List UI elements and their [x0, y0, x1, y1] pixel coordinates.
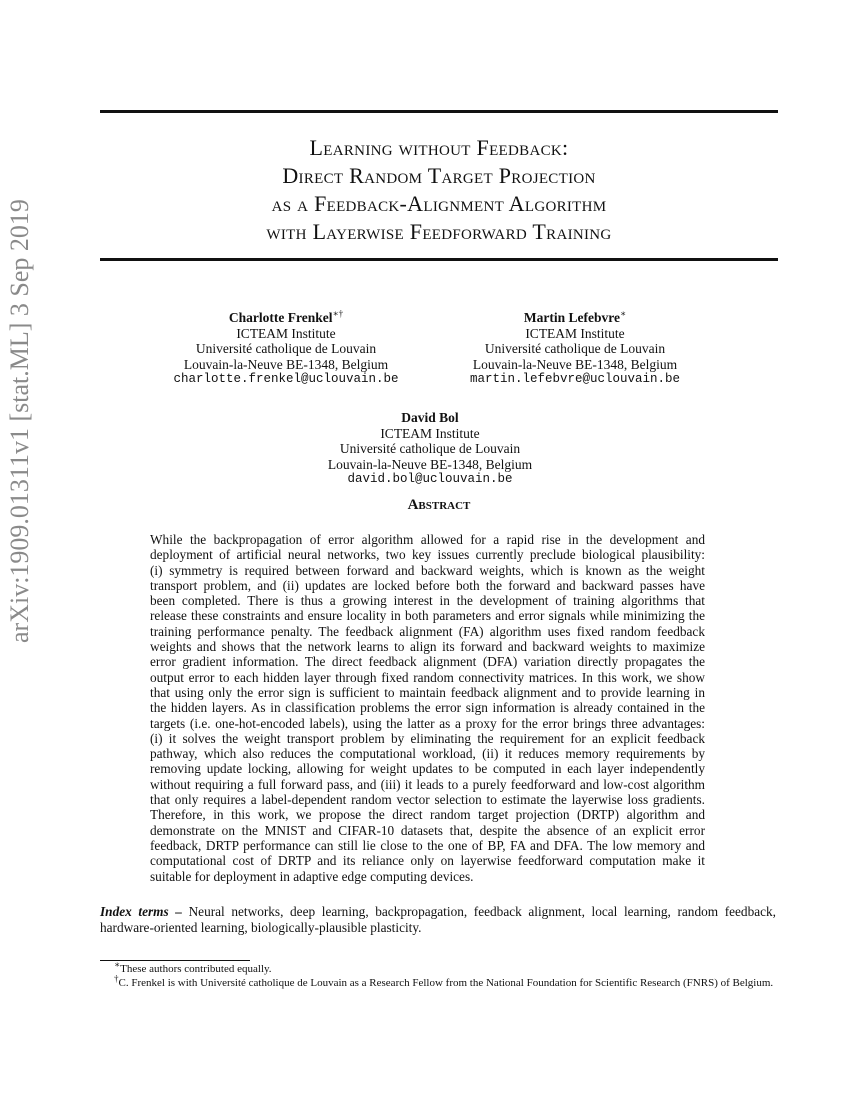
abstract-line: release these constraints and ensure locality in both parameters and error signals while minimizing the	[150, 608, 705, 624]
abstract-line: that using only the error sign is sufficient to maintain feedback alignment and to provide learning in	[150, 684, 705, 700]
author-marks: ∗†	[332, 308, 344, 319]
abstract-heading: Abstract	[407, 497, 471, 513]
author-name: David Bol	[401, 410, 459, 425]
footnote-text: C. Frenkel is with Université catholique de Louvain as a Research Fellow from the National Foundation for Scientific Research (FNRS) of Belgium.	[118, 977, 774, 989]
author-name: Charlotte Frenkel	[228, 310, 333, 325]
title-bottom-rule	[100, 258, 778, 261]
author-address: Louvain-la-Neuve BE-1348, Belgium	[183, 356, 389, 372]
abstract-line: demonstrate on the MNIST and CIFAR-10 datasets that, despite the absence of an explicit error	[150, 822, 705, 838]
author-institute: ICTEAM Institute	[525, 325, 625, 341]
index-terms	[100, 904, 776, 936]
abstract-line: pathway, which also reduces the computational workload, (ii) it reduces memory requirements by	[150, 746, 705, 762]
title-line: as a Feedback-Alignment Algorithm	[271, 191, 607, 216]
abstract-line: computational cost of DRTP and its reliance only on layerwise feedforward computation make it	[150, 853, 705, 869]
abstract-line: weights and shows that the network learns to align its forward and backward weights to maximize	[150, 639, 705, 655]
author-block	[136, 310, 436, 388]
author-address: Louvain-la-Neuve BE-1348, Belgium	[327, 456, 533, 472]
title-top-rule	[100, 110, 778, 113]
author-university: Université catholique de Louvain	[484, 341, 666, 356]
author-address: Louvain-la-Neuve BE-1348, Belgium	[472, 356, 678, 372]
footnote-mark: †	[114, 973, 119, 984]
author-institute: ICTEAM Institute	[236, 325, 336, 341]
abstract-line: (i) it solves the weight transport problem by eliminating the requirement for an explicit feedback	[150, 730, 705, 746]
title-line: with Layerwise Feedforward Training	[266, 219, 612, 244]
author-name: Martin Lefebvre	[523, 310, 620, 325]
abstract-line: that only requires a label-dependent random vector selection to estimate the layerwise loss gradients.	[150, 792, 705, 808]
abstract-line: suitable for deployment in adaptive edge computing devices.	[150, 868, 474, 884]
abstract-line: error gradient information. The direct feedback alignment (DFA) variation directly propagates the	[150, 654, 705, 670]
footnote-text: These authors contributed equally.	[120, 963, 272, 975]
footnote	[100, 973, 776, 990]
title-line: Direct Random Target Projection	[282, 163, 596, 188]
abstract-line: While the backpropagation of error algorithm allowed for a rapid rise in the development and	[150, 532, 705, 547]
author-email[interactable]: martin.lefebvre@uclouvain.be	[469, 372, 681, 386]
index-terms-text: Neural networks, deep learning, backpropagation, feedback alignment, local learning, random feedback, hardware-oriented learning, biologically-plausible plasticity.	[100, 904, 776, 935]
author-block	[425, 310, 725, 388]
paper-title	[100, 134, 778, 246]
abstract-line: targets (i.e. one-hot-encoded labels), using the latter as a proxy for the error brings three advantages:	[150, 715, 705, 731]
author-email[interactable]: charlotte.frenkel@uclouvain.be	[173, 372, 399, 386]
title-line: Learning without Feedback:	[309, 135, 569, 160]
author-university: Université catholique de Louvain	[195, 341, 377, 356]
abstract-line: without requiring a full forward pass, and (iii) it leads to a purely feedforward and low-cost algorithm	[150, 776, 705, 792]
abstract-line: output error to each hidden layer through fixed random connectivity matrices. In this work, we show	[150, 669, 705, 685]
abstract-line: training performance penalty. The feedback alignment (FA) algorithm uses fixed random feedback	[150, 623, 705, 639]
footnotes	[100, 959, 776, 990]
author-marks: ∗	[619, 308, 627, 319]
footnote	[100, 959, 776, 976]
abstract-line: the hidden layers. As in classification problems the error sign information is already contained in the	[150, 700, 705, 716]
abstract-line: feedback, DRTP performance can still lie close to the one of BP, FA and DFA. The low memory and	[150, 837, 705, 853]
footnote-rule	[100, 960, 250, 961]
abstract-line: removing update locking, allowing for weight updates to be computed in each layer independently	[150, 761, 705, 777]
abstract-line: Therefore, in this work, we propose the direct random target projection (DRTP) algorithm and	[150, 807, 705, 823]
abstract-line: (i) symmetry is required between forward and backward weights, which is known as the weight	[150, 562, 705, 578]
footnote-mark: ∗	[114, 959, 121, 970]
arxiv-sidebar-stamp: arXiv:1909.01311v1 [stat.ML] 3 Sep 2019	[5, 199, 34, 643]
author-email[interactable]: david.bol@uclouvain.be	[347, 472, 513, 486]
abstract-line: transport problem, and (ii) updates are locked before both the forward and backward passes have	[150, 577, 705, 593]
abstract-line: been completed. There is thus a growing interest in the development of training algorithms that	[150, 593, 705, 609]
abstract-body	[150, 532, 705, 884]
index-terms-label: Index terms –	[100, 904, 182, 919]
author-university: Université catholique de Louvain	[339, 441, 521, 456]
abstract-line: deployment of artificial neural networks, two key issues currently preclude biological plausibility:	[150, 547, 705, 563]
author-block	[280, 410, 580, 488]
author-institute: ICTEAM Institute	[380, 425, 480, 441]
